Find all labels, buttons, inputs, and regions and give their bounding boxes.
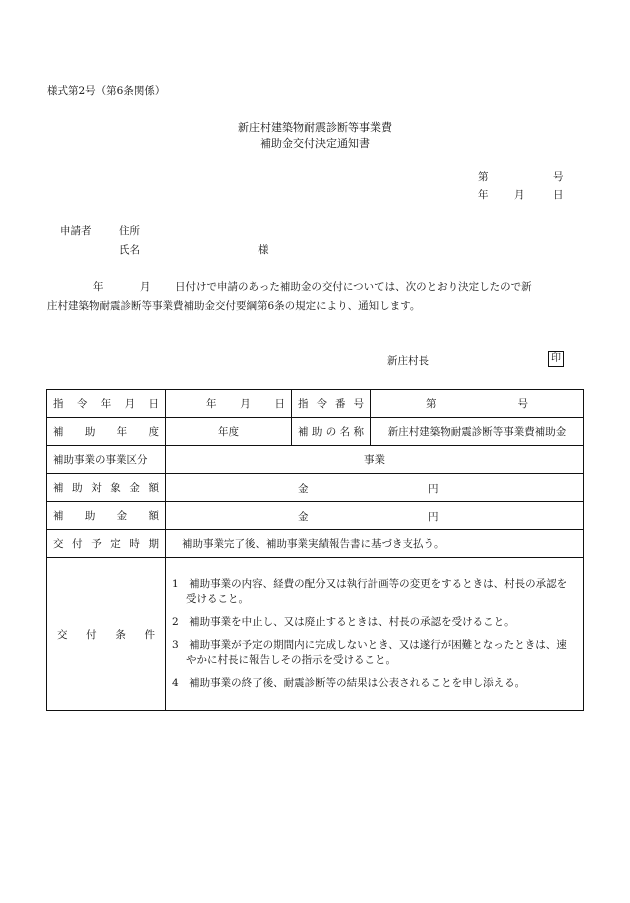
body-paragraph-line-1	[47, 279, 587, 293]
order-date-label: 指 令 年 月 日	[47, 390, 166, 418]
schedule-value: 補助事業完了後、補助事業実績報告書に基づき支払う。	[166, 530, 584, 558]
table-row	[47, 390, 584, 418]
document-number-prefix: 第	[478, 171, 489, 183]
conditions-list	[166, 558, 584, 711]
seal-mark: 印	[548, 351, 564, 367]
category-label: 補助事業の事業区分	[47, 446, 166, 474]
condition-item: 1 補助事業の内容、経費の配分又は執行計画等の変更をするときは、村長の承認を受けること。	[172, 578, 568, 605]
schedule-label: 交 付 予 定 時 期	[47, 530, 166, 558]
order-date-month: 月	[240, 398, 251, 410]
amount-prefix: 金	[298, 510, 309, 523]
fiscal-year-label: 補 助 年 度	[47, 418, 166, 446]
document-date-month: 月	[514, 189, 525, 201]
address-label: 住所	[119, 225, 140, 237]
document-date-year: 年	[478, 189, 489, 201]
amount-label: 補 助 金 額	[47, 502, 166, 530]
order-date-value	[166, 390, 292, 418]
applicant-label: 申請者	[60, 225, 92, 237]
order-number-suffix: 号	[517, 398, 528, 410]
order-date-year: 年	[206, 398, 217, 410]
order-date-day: 日	[274, 398, 285, 410]
document-number-suffix: 号	[553, 171, 564, 183]
table-row	[47, 558, 584, 711]
table-row	[47, 502, 584, 530]
target-amount-suffix: 円	[428, 482, 439, 495]
body-year: 年	[93, 281, 104, 293]
subsidy-name-value: 新庄村建築物耐震診断等事業費補助金	[371, 418, 584, 446]
subsidy-name-label: 補助の名称	[292, 418, 371, 446]
document-title-line-1: 新庄村建築物耐震診断等事業費	[238, 121, 392, 134]
body-month: 月	[140, 281, 151, 293]
table-row	[47, 474, 584, 502]
amount-suffix: 円	[428, 510, 439, 523]
amount-value	[166, 502, 584, 530]
name-label: 氏名	[119, 244, 140, 256]
decision-table	[46, 389, 584, 711]
category-value: 事業	[166, 446, 584, 474]
body-paragraph-line-2: 庄村建築物耐震診断等事業費補助金交付要綱第6条の規定により、通知します。	[47, 300, 421, 312]
order-number-label: 指 令 番 号	[292, 390, 371, 418]
honorific: 様	[258, 244, 269, 256]
condition-item: 4 補助事業の終了後、耐震診断等の結果は公表されることを申し添える。	[172, 677, 526, 689]
document-title-line-2: 補助金交付決定通知書	[260, 137, 370, 150]
form-number: 様式第2号（第6条関係）	[47, 85, 166, 97]
target-amount-prefix: 金	[298, 482, 309, 495]
order-number-value	[371, 390, 584, 418]
target-amount-value	[166, 474, 584, 502]
fiscal-year-value: 年度	[166, 418, 292, 446]
target-amount-label: 補 助 対 象 金 額	[47, 474, 166, 502]
condition-item: 3 補助事業が予定の期間内に完成しないとき、又は遂行が困難となったときは、速やかに村長に報告しその指示を受けること。	[172, 639, 567, 666]
order-number-prefix: 第	[426, 398, 437, 410]
body-text-line-1: 日付けで申請のあった補助金の交付については、次のとおり決定したので新	[175, 281, 532, 293]
conditions-label: 交 付 条 件	[47, 558, 166, 711]
table-row	[47, 530, 584, 558]
table-row	[47, 418, 584, 446]
condition-item: 2 補助事業を中止し、又は廃止するときは、村長の承認を受けること。	[172, 616, 515, 628]
issuer-title: 新庄村長	[387, 355, 429, 367]
document-date-day: 日	[553, 189, 564, 201]
table-row	[47, 446, 584, 474]
